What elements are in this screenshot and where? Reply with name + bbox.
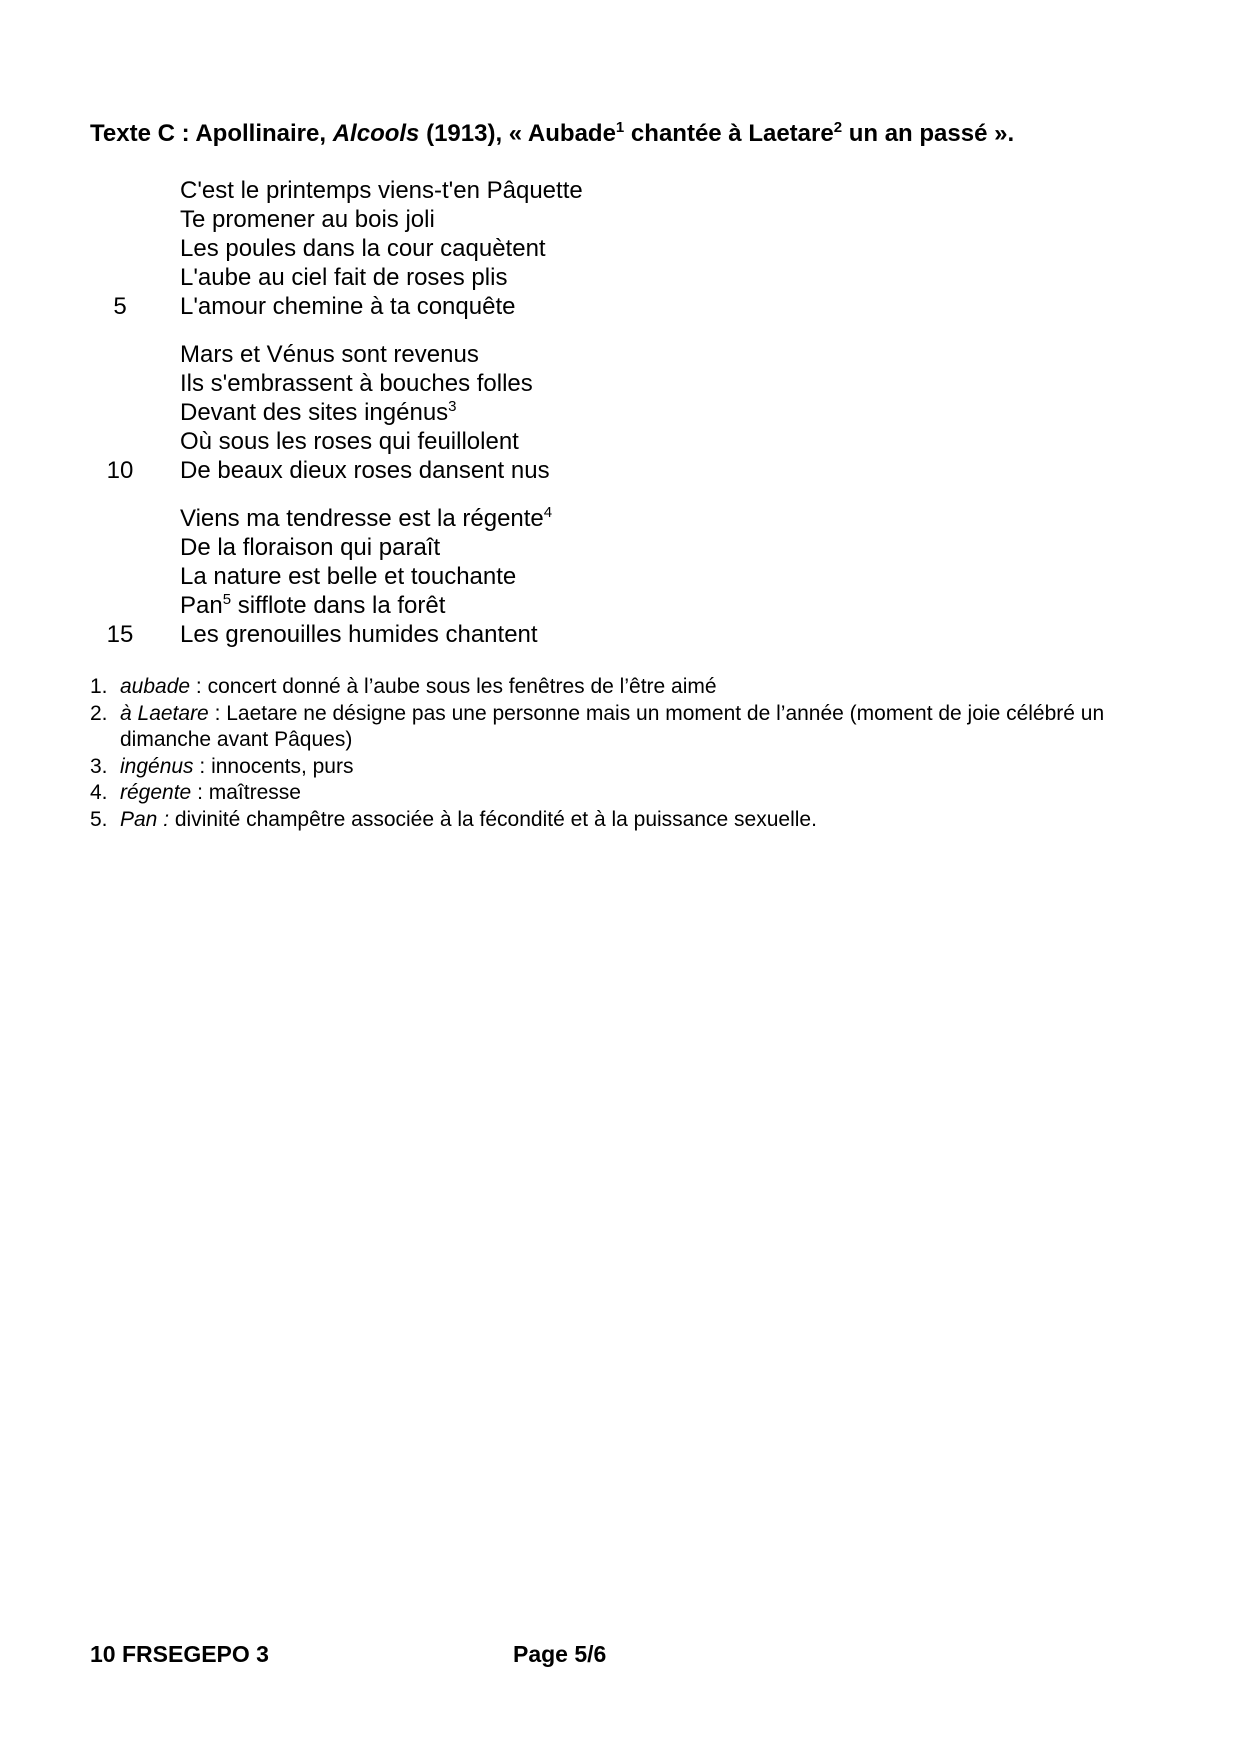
verse-text-body: Pan [180,592,223,619]
footnote-number: 1. [90,675,108,698]
footnote-number: 5. [90,807,108,831]
text-heading [90,114,1190,154]
verse-text-after: sifflote dans la forêt [231,592,446,619]
footnote [90,807,1150,834]
verse-line [90,263,1090,292]
verse-line [90,234,1090,263]
footnote-definition: : concert donné à l’aube sous les fenêtres de l’être aimé [190,675,717,698]
line-number: 15 [106,621,134,648]
heading-mid: chantée à Laetare [624,120,834,147]
line-number: 5 [113,293,127,320]
verse-text: C'est le printemps viens-t'en Pâquette [180,177,583,204]
footer-exam-code: 10 FRSEGEPO 3 [90,1641,269,1667]
verse-line [90,205,1090,234]
verse-text: Les poules dans la cour caquètent [180,235,546,262]
verse-line [90,456,1090,485]
verse-text: L'amour chemine à ta conquête [180,293,516,320]
verse-text: Où sous les roses qui feuillolent [180,428,519,455]
verse-text: De la floraison qui paraît [180,534,441,561]
line-number: 10 [106,457,134,484]
verse-text [180,504,552,533]
footnote-number: 4. [90,781,108,804]
verse-line [90,427,1090,456]
verse-line [90,620,1090,649]
footnote-definition: divinité champêtre associée à la fécondité et à la puissance sexuelle. [169,807,817,831]
heading-suffix: un an passé ». [842,120,1015,147]
verse-line [90,591,1090,620]
verse-text: Ils s'embrassent à bouches folles [180,370,533,397]
footnote-definition: : maîtresse [191,781,301,804]
footnote-term: à Laetare [120,701,209,725]
footer-page-number: Page 5/6 [513,1641,607,1667]
verse-line [90,292,1090,321]
verse-line [90,369,1090,398]
verse-text: De beaux dieux roses dansent nus [180,457,550,484]
footnote-ref-5: 5 [222,591,232,608]
footnote [90,754,1150,781]
verse-line [90,562,1090,591]
footnote-ref-4: 4 [543,504,553,521]
verse-text: Te promener au bois joli [180,206,435,233]
heading-footnote-ref-2: 2 [833,119,843,136]
verse-line [90,398,1090,427]
heading-year: (1913), « Aubade [419,120,616,147]
verse-text: L'aube au ciel fait de roses plis [180,264,508,291]
footnote-ref-3: 3 [448,398,457,415]
heading-footnote-ref-1: 1 [615,119,625,136]
verse-text: Les grenouilles humides chantent [180,621,538,648]
footnote-term: régente [120,781,192,804]
heading-work-title: Alcools [332,120,420,147]
footnote-term: Pan : [120,807,170,831]
verse-text [180,591,445,620]
footnote-number: 3. [90,754,108,778]
verse-text: La nature est belle et touchante [180,563,517,590]
footnote-definition: : Laetare ne désigne pas une personne mais un moment de l’année (moment de joie célébré un dimanche avant Pâques) [120,701,1105,751]
footnote [90,780,1150,807]
footnote-number: 2. [90,701,108,725]
footnote-term: aubade [120,675,191,698]
poem-stanza-3 [90,504,1090,649]
verse-text-body: Viens ma tendresse est la régente [180,505,544,532]
heading-prefix: Texte C : Apollinaire, [90,120,333,147]
verse-line [90,533,1090,562]
verse-line [90,176,1090,205]
footnotes-list [90,674,1150,833]
footnote [90,674,1150,701]
footnote-term: ingénus [120,754,194,778]
footnote [90,701,1150,754]
footnote-definition: : innocents, purs [193,754,354,778]
poem-stanza-1 [90,176,1090,321]
poem-stanza-2 [90,340,1090,485]
verse-text-body: Devant des sites ingénus [180,399,449,426]
verse-line [90,340,1090,369]
verse-line [90,504,1090,533]
poem [90,176,1090,668]
verse-text: Mars et Vénus sont revenus [180,341,479,368]
verse-text [180,398,457,427]
